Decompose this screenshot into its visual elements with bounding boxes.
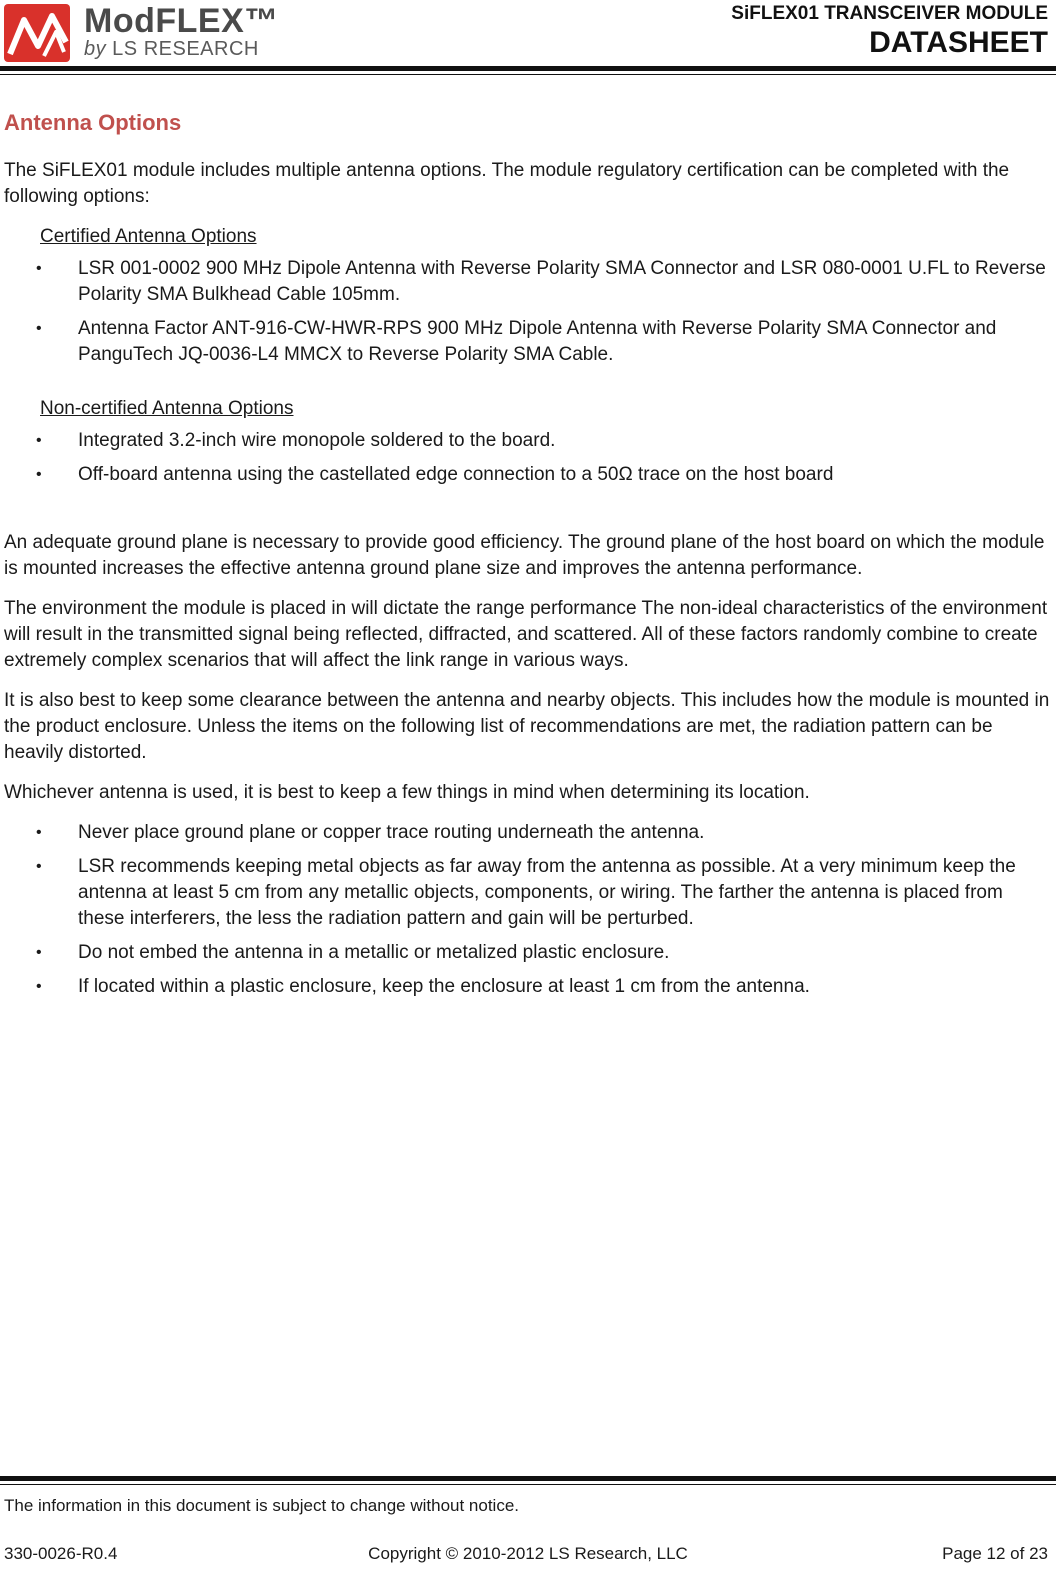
footer-rule [0, 1476, 1056, 1481]
environment-paragraph: The environment the module is placed in will dictate the range performance The non-ideal characteristics of the environment will result in the transmitted signal being reflected, diffracted, and scattered. All of these factors randomly combine to create extremely complex scenarios that will affect the link range in various ways. [4, 598, 1048, 671]
noncertified-heading: Non-certified Antenna Options [40, 398, 294, 419]
logo-by: by [84, 38, 107, 60]
list-item: • LSR recommends keeping metal objects as far away from the antenna as possible. At a very minimum keep the antenna at least 5 cm from any metallic objects, components, or wiring. The farther the antenna is placed from these interferers, the less the radiation pattern and gain will be perturbed. [4, 854, 1050, 932]
intro-paragraph: The SiFLEX01 module includes multiple antenna options. The module regulatory certification can be completed with the following options: [4, 160, 1010, 207]
certified-list [4, 256, 1050, 368]
logo-company: LS RESEARCH [106, 38, 259, 60]
noncertified-list [4, 428, 1050, 488]
footer-doc-number: 330-0026-R0.4 [4, 1544, 118, 1563]
document-title [731, 2, 1048, 60]
footer-page-number: Page 12 of 23 [942, 1544, 1048, 1563]
modflex-logo-icon [4, 2, 74, 64]
logo-subtitle [84, 38, 259, 61]
page-header [0, 0, 1056, 76]
clearance-paragraph: It is also best to keep some clearance between the antenna and nearby objects. This includes how the module is mounted in the product enclosure. Unless the items on the following list of recommendations are met, the radiation pattern can be heavily distorted. [4, 690, 1050, 763]
datasheet-title: DATASHEET [869, 26, 1048, 59]
recommendations-list [4, 820, 1050, 1000]
page-content [4, 110, 1050, 1008]
modflex-logo [4, 2, 294, 64]
footer-copyright: Copyright © 2010-2012 LS Research, LLC [368, 1544, 688, 1563]
list-item: • Off-board antenna using the castellated edge connection to a 50Ω trace on the host board [4, 462, 1050, 488]
logo-name: ModFLEX™ [84, 2, 279, 40]
list-item: • If located within a plastic enclosure, keep the enclosure at least 1 cm from the antenna. [4, 974, 1050, 1000]
section-title: Antenna Options [4, 110, 182, 135]
footer-notice: The information in this document is subject to change without notice. [4, 1496, 520, 1515]
certified-heading: Certified Antenna Options [40, 226, 257, 247]
list-item: • Do not embed the antenna in a metallic or metalized plastic enclosure. [4, 940, 1050, 966]
footer-rule-thin [0, 1484, 1056, 1485]
header-rule-thin [0, 74, 1056, 75]
list-item: • Integrated 3.2-inch wire monopole soldered to the board. [4, 428, 1050, 454]
location-paragraph: Whichever antenna is used, it is best to keep a few things in mind when determining its location. [4, 782, 810, 803]
header-rule [0, 66, 1056, 71]
ground-plane-paragraph: An adequate ground plane is necessary to provide good efficiency. The ground plane of the host board on which the module is mounted increases the effective antenna ground plane size and improves the antenna performance. [4, 532, 1045, 579]
list-item: • LSR 001-0002 900 MHz Dipole Antenna with Reverse Polarity SMA Connector and LSR 080-0001 U.FL to Reverse Polarity SMA Bulkhead Cable 105mm. [4, 256, 1050, 308]
list-item: • Never place ground plane or copper trace routing underneath the antenna. [4, 820, 1050, 846]
list-item: • Antenna Factor ANT-916-CW-HWR-RPS 900 MHz Dipole Antenna with Reverse Polarity SMA Connector and PanguTech JQ-0036-L4 MMCX to Reverse Polarity SMA Cable. [4, 316, 1050, 368]
module-title: SiFLEX01 TRANSCEIVER MODULE [731, 3, 1048, 24]
